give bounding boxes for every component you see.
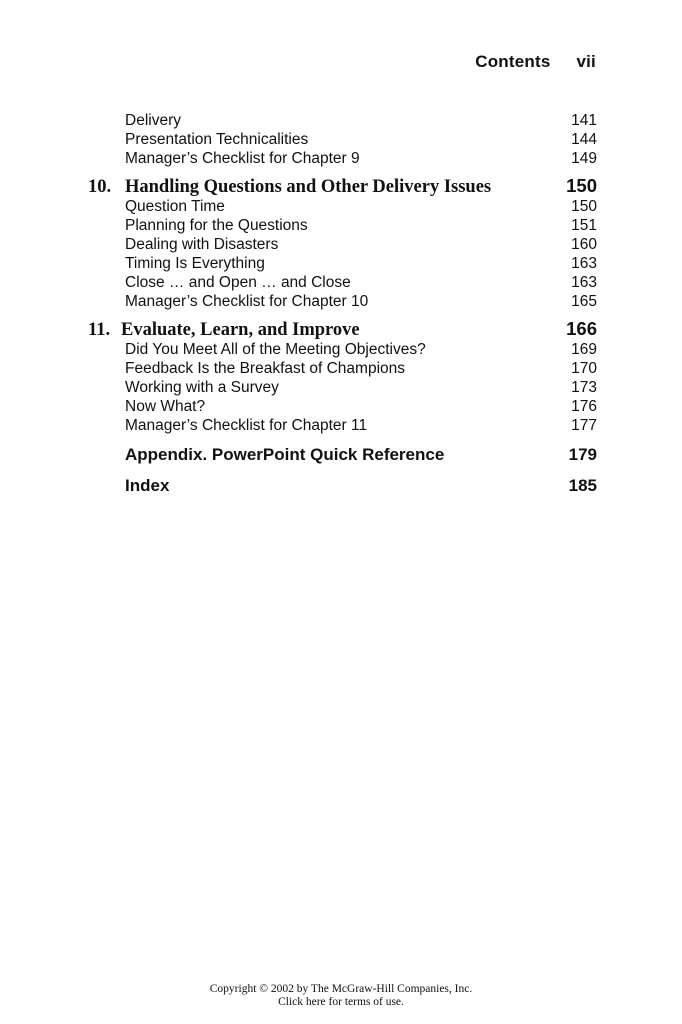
toc-entry-page: 163 (571, 255, 597, 272)
index-label: Index (125, 476, 170, 495)
toc-entry-label: Presentation Technicalities (125, 131, 309, 148)
toc-entry[interactable] (88, 197, 597, 216)
copyright-footer (0, 983, 682, 1009)
appendix-page: 179 (568, 445, 597, 464)
index-entry[interactable] (88, 475, 597, 497)
toc-entry[interactable] (88, 359, 597, 378)
toc-entry-page: 173 (571, 379, 597, 396)
toc-entry-page: 176 (571, 398, 597, 415)
toc-entry-page: 165 (571, 293, 597, 310)
toc-entry-page: 163 (571, 274, 597, 291)
toc-entry-label: Working with a Survey (125, 379, 279, 396)
toc-entry-label: Manager’s Checklist for Chapter 10 (125, 293, 369, 310)
copyright-notice: Copyright © 2002 by The McGraw-Hill Companies, Inc. (209, 983, 473, 995)
toc-entry-label: Dealing with Disasters (125, 236, 279, 253)
toc-entry-page: 141 (571, 112, 597, 129)
chapter-number: 11. (88, 320, 111, 340)
terms-of-use-link[interactable]: Click here for terms of use. (278, 996, 404, 1008)
toc-entry-page: 169 (571, 341, 597, 358)
toc-entry-label: Timing Is Everything (125, 255, 265, 272)
toc-entry[interactable] (88, 273, 597, 292)
chapter-10-heading[interactable] (88, 175, 597, 197)
toc-entry-label: Close … and Open … and Close (125, 274, 351, 291)
toc-entry-page: 150 (571, 198, 597, 215)
toc-entry[interactable] (88, 416, 597, 435)
toc-entry-page: 149 (571, 150, 597, 167)
toc-entry-label: Manager’s Checklist for Chapter 9 (125, 150, 360, 167)
toc-entry-page: 144 (571, 131, 597, 148)
toc-entry[interactable] (88, 254, 597, 273)
toc-entry-label: Manager’s Checklist for Chapter 11 (125, 417, 368, 434)
toc-entry-label: Did You Meet All of the Meeting Objectives? (125, 341, 426, 358)
toc-entry-page: 170 (571, 360, 597, 377)
toc-entry[interactable] (88, 149, 597, 168)
toc-entry-label: Question Time (125, 198, 225, 215)
running-header-page-number: vii (576, 52, 596, 71)
toc-entry[interactable] (88, 216, 597, 235)
appendix-entry[interactable] (88, 444, 597, 466)
toc-entry[interactable] (88, 130, 597, 149)
table-of-contents (88, 111, 597, 497)
chapter-page: 150 (566, 175, 597, 196)
running-header (0, 52, 596, 72)
toc-entry-page: 177 (571, 417, 597, 434)
toc-entry[interactable] (88, 111, 597, 130)
toc-entry-label: Planning for the Questions (125, 217, 308, 234)
appendix-label: Appendix. PowerPoint Quick Reference (125, 445, 445, 464)
toc-entry[interactable] (88, 340, 597, 359)
toc-entry-label: Now What? (125, 398, 206, 415)
toc-entry-page: 160 (571, 236, 597, 253)
toc-entry-label: Feedback Is the Breakfast of Champions (125, 360, 406, 377)
toc-entry[interactable] (88, 397, 597, 416)
chapter-title: Evaluate, Learn, and Improve (121, 320, 360, 340)
chapter-title: Handling Questions and Other Delivery Issues (125, 177, 492, 197)
toc-entry[interactable] (88, 235, 597, 254)
toc-entry-label: Delivery (125, 112, 181, 129)
toc-entry[interactable] (88, 292, 597, 311)
running-header-title: Contents (475, 52, 551, 71)
index-page: 185 (568, 476, 597, 495)
toc-entry-page: 151 (571, 217, 597, 234)
chapter-11-heading[interactable] (88, 318, 597, 340)
toc-entry[interactable] (88, 378, 597, 397)
chapter-page: 166 (566, 318, 597, 339)
chapter-number: 10. (88, 177, 112, 197)
